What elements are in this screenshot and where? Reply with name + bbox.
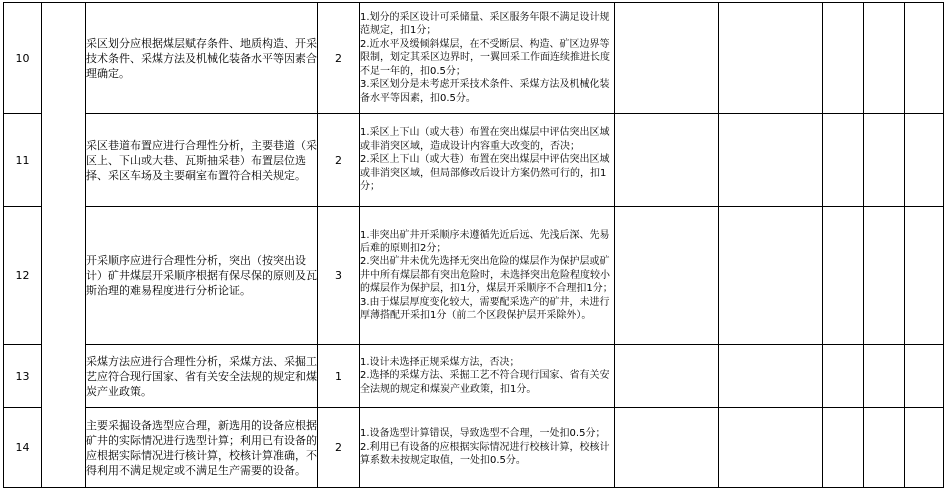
requirement-cell: 采区巷道布置应进行合理性分析，主要巷道（采区上、下山或大巷、瓦斯抽采巷）布置层位选择、采区车场及主要硐室布置符合相关规定。 [86, 114, 318, 207]
deduction-cell [360, 207, 615, 345]
empty-cell [615, 3, 719, 114]
empty-cell [864, 408, 905, 488]
requirement-cell: 采煤方法应进行合理性分析，采煤方法、采掘工艺应符合现行国家、省有关安全法规的规定和煤炭产业政策。 [86, 345, 318, 408]
empty-cell [615, 207, 719, 345]
table-row [4, 207, 944, 345]
requirement-cell: 主要采掘设备选型应合理，新选用的设备应根据矿井的实际情况进行选型计算；利用已有设备的应根据实际情况进行核计算，校核计算准确，不得利用不满足规定或不满足生产需要的设备。 [86, 408, 318, 488]
deduction-item: 2.选择的采煤方法、采掘工艺不符合现行国家、省有关安全法规的规定和煤炭产业政策，扣1分。 [360, 370, 610, 395]
deduction-cell [360, 114, 615, 207]
requirement-cell: 采区划分应根据煤层赋存条件、地质构造、开采技术条件、采煤方法及机械化装备水平等因素合理确定。 [86, 3, 318, 114]
deduction-item: 1.设计未选择正规采煤方法，否决； [360, 356, 520, 368]
empty-cell [905, 345, 944, 408]
empty-cell [905, 207, 944, 345]
score-cell: 2 [318, 3, 360, 114]
deduction-item: 2.近水平及缓倾斜煤层，在不受断层、构造、矿区边界等限制，划定其采区边界时，一翼回采工作面连续推进长度不足一年的，扣0.5分； [360, 38, 610, 77]
empty-cell [719, 114, 823, 207]
empty-cell [719, 207, 823, 345]
row-number: 11 [4, 114, 42, 207]
empty-cell [719, 345, 823, 408]
empty-cell [864, 207, 905, 345]
empty-cell [864, 114, 905, 207]
empty-cell [864, 3, 905, 114]
score-cell: 2 [318, 114, 360, 207]
score-cell: 1 [318, 345, 360, 408]
deduction-item: 2.利用已有设备的应根据实际情况进行校核计算，校核计算系数未按规定取值，一处扣0.5分。 [360, 441, 610, 467]
row-number: 13 [4, 345, 42, 408]
empty-cell [719, 408, 823, 488]
empty-cell [823, 345, 864, 408]
table-body [4, 3, 944, 488]
empty-cell [615, 345, 719, 408]
table-row [4, 345, 944, 408]
deduction-item: 3.采区划分是未考虑开采技术条件、采煤方法及机械化装备水平等因素，扣0.5分。 [360, 79, 610, 104]
empty-cell [615, 408, 719, 488]
empty-cell [823, 114, 864, 207]
deduction-item: 2.突出矿井未优先选择无突出危险的煤层作为保护层或矿井中所有煤层都有突出危险时，未选择突出危险程度较小的煤层作为保护层，扣1分，煤层开采顺序不合理扣1分； [360, 256, 613, 295]
evaluation-table [3, 2, 944, 488]
empty-cell [823, 207, 864, 345]
merged-category-cell [42, 3, 86, 488]
empty-cell [615, 114, 719, 207]
empty-cell [905, 114, 944, 207]
table-row [4, 408, 944, 488]
empty-cell [719, 3, 823, 114]
deduction-item: 1.非突出矿井开采顺序未遵循先近后远、先浅后深、先易后难的原则扣2分； [360, 229, 610, 254]
deduction-cell [360, 408, 615, 488]
row-number: 10 [4, 3, 42, 114]
row-number: 12 [4, 207, 42, 345]
score-cell: 3 [318, 207, 360, 345]
empty-cell [905, 408, 944, 488]
deduction-item: 1.采区上下山（或大巷）布置在突出煤层中评估突出区域或非消突区域，造成设计内容重大改变的，否决； [360, 127, 610, 152]
deduction-item: 2.采区上下山（或大巷）布置在突出煤层中评估突出区域或非消突区域，但局部修改后设计方案仍然可行的，扣1分； [360, 154, 610, 193]
row-number: 14 [4, 408, 42, 488]
score-cell: 2 [318, 408, 360, 488]
table-row [4, 114, 944, 207]
empty-cell [823, 3, 864, 114]
table-row [4, 3, 944, 114]
deduction-cell [360, 345, 615, 408]
deduction-item: 1.设备选型计算错误，导致选型不合理，一处扣0.5分； [360, 428, 606, 440]
deduction-item: 1.划分的采区设计可采储量、采区服务年限不满足设计规范规定，扣1分； [360, 12, 610, 37]
empty-cell [823, 408, 864, 488]
requirement-cell: 开采顺序应进行合理性分析，突出（按突出设计）矿井煤层开采顺序根据有保尽保的原则及瓦斯治理的难易程度进行分析论证。 [86, 207, 318, 345]
empty-cell [905, 3, 944, 114]
deduction-item: 3.由于煤层厚度变化较大，需要配采选产的矿井，未进行厚薄搭配开采扣1分（前二个区段保护层开采除外）。 [360, 296, 610, 322]
empty-cell [864, 345, 905, 408]
deduction-cell [360, 3, 615, 114]
